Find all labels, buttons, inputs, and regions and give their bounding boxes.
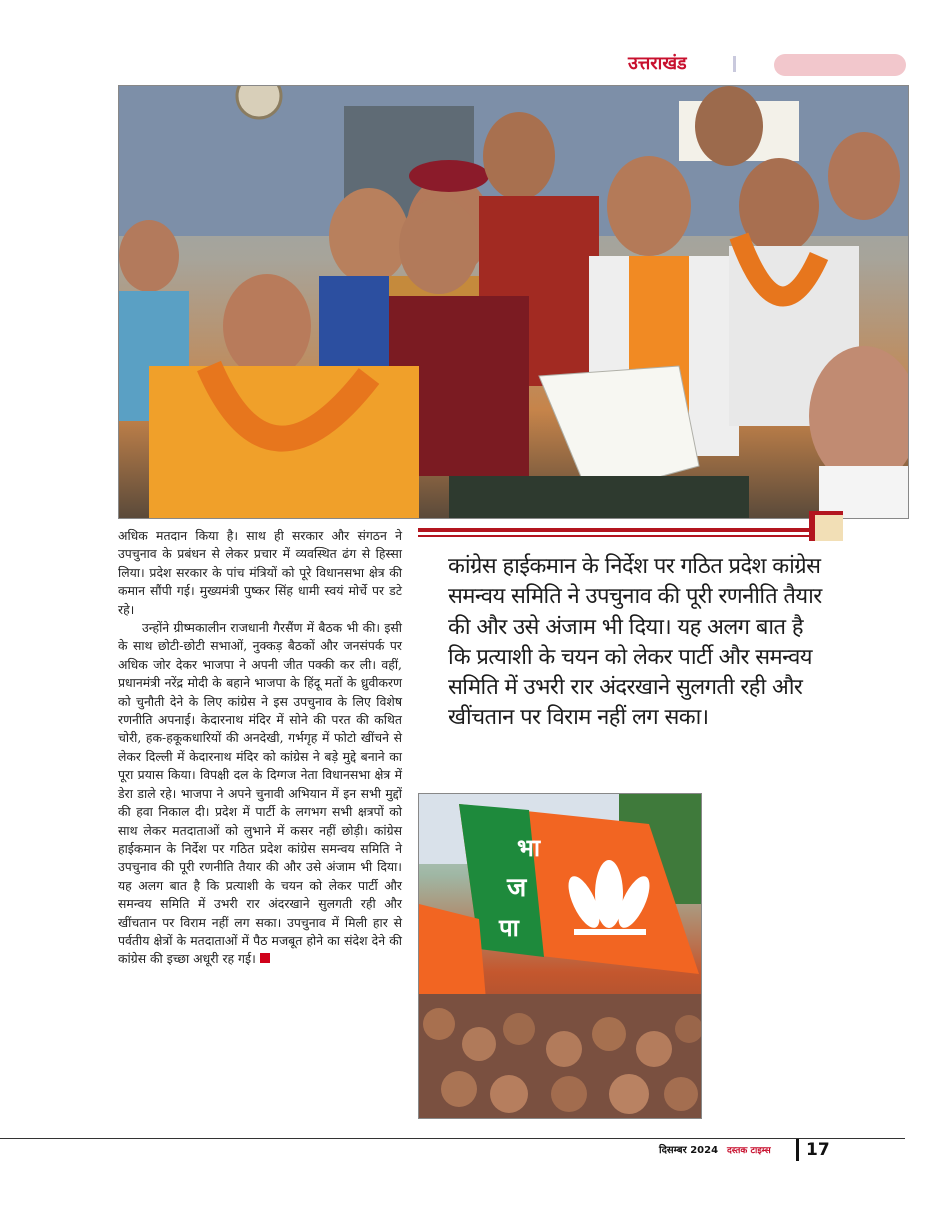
page-number: 17 <box>806 1140 830 1160</box>
body-paragraph-2 <box>118 619 402 969</box>
body-paragraph-1: अधिक मतदान किया है। साथ ही सरकार और संगठन ने उपचुनाव के प्रबंधन से लेकर प्रचार में व्यवस्थित ढंग से हिस्सा लिया। प्रदेश सरकार के पांच मंत्रियों को पूरे विधानसभा क्षेत्र की कमान सौंपी गई। मुख्यमंत्री पुष्कर सिंह धामी स्वयं मोर्चे पर डटे रहे। <box>118 528 402 617</box>
photo-bjp-supporters <box>418 793 702 1119</box>
section-label: उत्तराखंड <box>628 53 687 74</box>
footer-separator <box>796 1139 799 1161</box>
article-body-column <box>118 527 402 1121</box>
pull-quote: कांग्रेस हाईकमान के निर्देश पर गठित प्रदेश कांग्रेस समन्वय समिति ने उपचुनाव की पूरी रणनीति तैयार की और उसे अंजाम भी दिया। यह अलग बात है कि प्रत्याशी के चयन को लेकर पार्टी और समन्वय समिति में उभरी रार अंदरखाने सुलगती रही और खींचतान पर विराम नहीं लग सका। <box>448 554 822 731</box>
header-pill-decoration <box>774 54 906 76</box>
pull-quote-rule-thick <box>418 528 810 532</box>
body-paragraph-2-text: उन्होंने ग्रीष्मकालीन राजधानी गैरसैंण में बैठक भी की। इसी के साथ छोटी-छोटी सभाओं, नुक्कड़ बैठकों और जनसंपर्क पर अधिक जोर देकर भाजपा ने अपनी जीत पक्की कर ली। वहीं, प्रधानमंत्री नरेंद्र मोदी के बहाने भाजपा के हिंदू मतों के ध्रुवीकरण को चुनौती देने के लिए कांग्रेस ने इस उपचुनाव के लिए विशेष रणनीति अपनाई। केदारनाथ मंदिर में सोने की परत की कथित चोरी, हक-हकूकधारियों की अनदेखी, गर्भगृह में फोटो खींचने से लेकर दिल्ली में केदारनाथ मंदिर को कांग्रेस ने बड़े मुद्दे बनाने का पूरा प्रयास किया। विपक्षी दल के दिग्गज नेता विधानसभा क्षेत्र में डेरा डाले रहे। भाजपा ने अपने चुनावी अभियान में इन सभी मुद्दों की हवा निकाल दी। प्रदेश में पार्टी के लगभग सभी क्षत्रपों को साथ लेकर मतदाताओं को लुभाने में कसर नहीं छोड़ी। कांग्रेस हाईकमान के निर्देश पर गठित प्रदेश कांग्रेस समन्वय समिति ने उपचुनाव की पूरी रणनीति तैयार की और उसे अंजाम भी दिया। यह अलग बात है कि प्रत्याशी के चयन को लेकर पार्टी और समन्वय समिति में उभरी रार अंदरखाने सुलगती रही और खींचतान पर विराम नहीं लग सका। उपचुनाव में मिली हार से पर्वतीय क्षेत्रों के मतदाताओं में पैठ मजबूत होने का संदेश देने की कांग्रेस की इच्छा अधूरी रह गई। <box>118 620 402 967</box>
footer-brand: दस्तक टाइम्स <box>727 1146 771 1156</box>
footer-date: दिसम्बर 2024 <box>659 1145 719 1156</box>
article-end-mark <box>260 953 270 963</box>
photo-nomination-handover <box>118 85 909 519</box>
flag-letter-2: ज <box>507 873 527 903</box>
pull-quote-corner-decoration <box>809 511 843 541</box>
photo-bjp-illustration <box>419 794 702 1119</box>
flag-letter-3: पा <box>499 914 519 942</box>
photo-nomination-illustration <box>119 86 909 519</box>
footer-rule <box>0 1138 905 1139</box>
flag-letter-1: भा <box>517 834 541 862</box>
pull-quote-rule-thin <box>418 535 810 537</box>
header-separator <box>733 56 736 72</box>
